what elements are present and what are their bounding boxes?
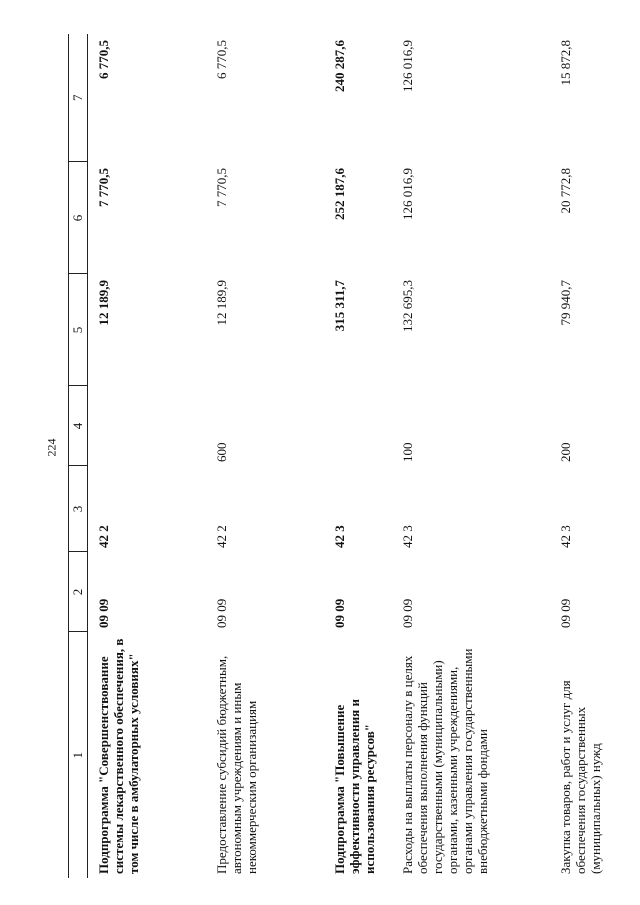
row-name: Предоставление субсидий бюджетным, автономным учреждениям и иным некоммерческим организациям [213,655,259,874]
row-amount-6: 7 770,5 [96,168,111,207]
row-amount-7: 6 770,5 [96,40,111,79]
row-target-code: 42 3 [557,525,573,548]
table-row [324,34,392,878]
row-amount-5: 315 311,7 [331,280,347,332]
header-col-5: 5 [69,274,88,386]
row-section-code: 09 09 [557,598,573,628]
header-col-7: 7 [69,34,88,162]
table-row [550,34,626,878]
budget-table-container [68,34,614,878]
row-target-code: 42 2 [96,525,111,548]
header-col-3: 3 [69,466,88,552]
budget-table [68,34,626,878]
row-target-code: 42 2 [213,525,229,548]
table-row [392,34,550,878]
row-name: Подпрограмма "Повышение эффективности управления и использования ресурсов" [331,699,377,874]
row-amount-5: 79 940,7 [557,280,573,326]
row-amount-7: 15 872,8 [557,40,573,86]
row-expense-type [324,386,392,466]
row-section-code: 09 09 [399,598,415,628]
row-amount-5: 12 189,9 [213,280,229,326]
row-amount-6: 126 016,9 [399,168,415,220]
header-col-4: 4 [69,386,88,466]
row-amount-7: 6 770,5 [213,40,229,79]
row-name: Расходы на выплаты персоналу в целях обеспечения выполнения функций государственными (муниципальными) органами, казенными учреждениями, органами управления государственными внебюджетными фондами [399,648,490,874]
page-number: 224 [44,438,59,457]
header-col-1: 1 [69,632,88,878]
row-amount-7: 240 287,6 [331,40,347,92]
row-section-code: 09 09 [213,598,229,628]
row-expense-type: 200 [557,442,573,462]
row-amount-5: 132 695,3 [399,280,415,332]
table-row [88,34,206,878]
row-expense-type: 600 [213,442,229,462]
row-expense-type: 100 [399,442,415,462]
row-amount-6: 20 772,8 [557,168,573,214]
row-amount-5: 12 189,9 [96,280,111,326]
row-expense-type [88,386,206,466]
row-name: Подпрограмма "Совершенствование системы лекарственного обеспечения, в том числе в амбулаторных условиях" [96,638,141,874]
row-amount-6: 7 770,5 [213,168,229,207]
row-target-code: 42 3 [331,525,347,548]
row-target-code: 42 3 [399,525,415,548]
header-col-2: 2 [69,552,88,632]
row-section-code: 09 09 [96,598,111,628]
table-row [206,34,324,878]
header-col-6: 6 [69,162,88,274]
row-amount-6: 252 187,6 [331,168,347,220]
header-row [69,34,88,878]
row-amount-7: 126 016,9 [399,40,415,92]
row-name: Закупка товаров, работ и услуг для обеспечения государственных (муниципальных) нужд [557,680,603,874]
row-section-code: 09 09 [331,598,347,628]
